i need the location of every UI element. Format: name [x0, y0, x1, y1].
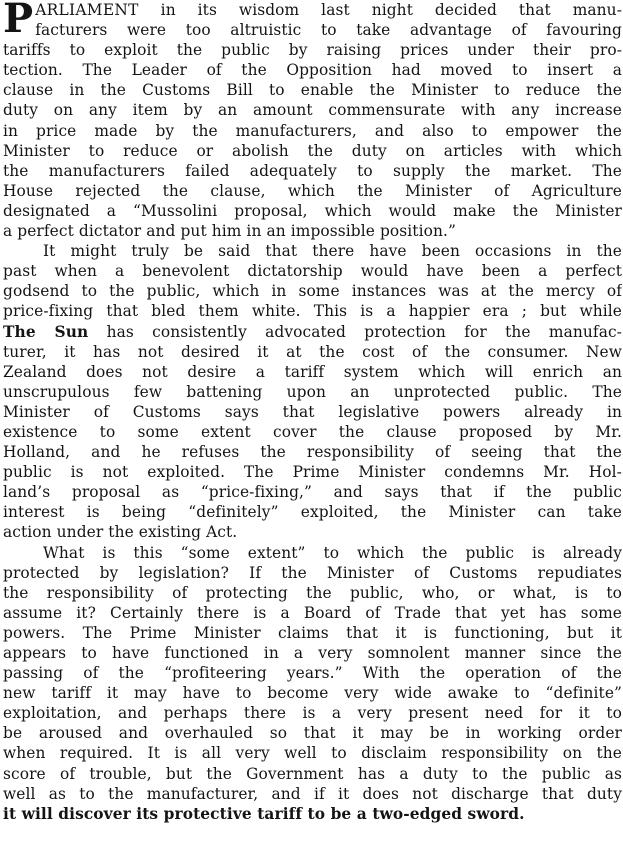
paragraph-1-line-1: ARLIAMENT in its wisdom last night decided that manu-: [35, 1, 622, 19]
paragraph-3-line-12: score of trouble, but the Government has a duty to the public as: [3, 764, 622, 783]
paragraph-3-line-14: it will discover its protective tariff to be a two-edged sword.: [3, 804, 525, 823]
paragraph-3-line-5: powers. The Prime Minister claims that it is functioning, but it: [3, 623, 622, 642]
paragraph-2: [3, 241, 622, 542]
paragraph-2-line-10: existence to some extent cover the clause proposed by Mr.: [3, 422, 622, 441]
drop-cap: P: [3, 0, 34, 42]
paragraph-1-line-2: facturers were too altruistic to take advantage of favouring: [35, 21, 622, 40]
paragraph-2-line-13: land’s proposal as “price-fixing,” and says that if the public: [3, 483, 622, 502]
paragraph-2-line-5: The Sun has consistently advocated protection for the manufac-: [3, 322, 622, 341]
paragraph-2-line-11: Holland, and he refuses the responsibility of seeing that the: [3, 443, 622, 462]
paragraph-3: [3, 543, 622, 824]
paragraph-3-line-10: be aroused and overhauled so that it may be in working order: [3, 724, 622, 743]
paragraph-2-line-9: Minister of Customs says that legislative powers already in: [3, 402, 622, 421]
article-page: [3, 0, 622, 854]
paragraph-1-line-4: tection. The Leader of the Opposition had moved to insert a: [3, 61, 622, 80]
paragraph-1-line-10: House rejected the clause, which the Minister of Agriculture: [3, 181, 622, 200]
paragraph-1-line-11: designated a “Mussolini proposal, which would make the Minister: [3, 201, 622, 220]
paragraph-3-line-3: the responsibility of protecting the public, who, or what, is to: [3, 583, 622, 602]
paragraph-2-line-6: turer, it has not desired it at the cost of the consumer. New: [3, 342, 622, 361]
paragraph-1-line-9: the manufacturers failed adequately to supply the market. The: [3, 161, 622, 180]
paragraph-3-line-2: protected by legislation? If the Minister of Customs repudiates: [3, 563, 622, 582]
paragraph-3-line-1: What is this “some extent” to which the public is already: [43, 543, 622, 562]
paragraph-2-line-3: godsend to the public, which in some instances was at the mercy of: [3, 282, 622, 301]
paragraph-3-line-9: exploitation, and perhaps there is a very present need for it to: [3, 704, 622, 723]
paragraph-1-line-12: a perfect dictator and put him in an impossible position.”: [3, 222, 456, 241]
paragraph-2-line-7: Zealand does not desire a tariff system which will enrich an: [3, 362, 622, 381]
paragraph-3-line-4: assume it? Certainly there is a Board of Trade that yet has some: [3, 603, 622, 622]
paragraph-3-line-13: well as to the manufacturer, and if it does not discharge that duty: [3, 784, 622, 803]
paragraph-1-line-8: Minister to reduce or abolish the duty on articles with which: [3, 141, 622, 160]
paragraph-1-line-6: duty on any item by an amount commensurate with any increase: [3, 101, 622, 120]
paragraph-2-line-4: price-fixing that bled them white. This is a happier era ; but while: [3, 302, 622, 321]
first-word: ARLIAMENT: [35, 1, 139, 19]
paper-name: The Sun: [3, 322, 89, 341]
paragraph-3-line-6: appears to have functioned in a very somnolent manner since the: [3, 644, 622, 662]
paragraph-2-line-8: unscrupulous few battening upon an unprotected public. The: [3, 382, 622, 401]
paragraph-3-line-11: when required. It is all very well to disclaim responsibility on the: [3, 744, 622, 763]
paragraph-1-line-5: clause in the Customs Bill to enable the Minister to reduce the: [3, 81, 622, 100]
paragraph-1-line-7: in price made by the manufacturers, and also to empower the: [3, 121, 622, 140]
paragraph-3-line-7: passing of the “profiteering years.” With the operation of the: [3, 664, 622, 683]
paragraph-1: [3, 0, 622, 241]
paragraph-2-line-14: interest is being “definitely” exploited, the Minister can take: [3, 503, 622, 522]
paragraph-3-line-8: new tariff it may have to become very wide awake to “definite”: [3, 684, 622, 703]
paragraph-2-line-12: public is not exploited. The Prime Minister condemns Mr. Hol-: [3, 463, 622, 482]
paragraph-2-line-15: action under the existing Act.: [3, 523, 238, 542]
paragraph-2-line-1: It might truly be said that there have been occasions in the: [43, 242, 622, 261]
paragraph-1-line-3: tariffs to exploit the public by raising prices under their pro-: [3, 41, 622, 60]
paragraph-2-line-2: past when a benevolent dictatorship would have been a perfect: [3, 262, 622, 281]
